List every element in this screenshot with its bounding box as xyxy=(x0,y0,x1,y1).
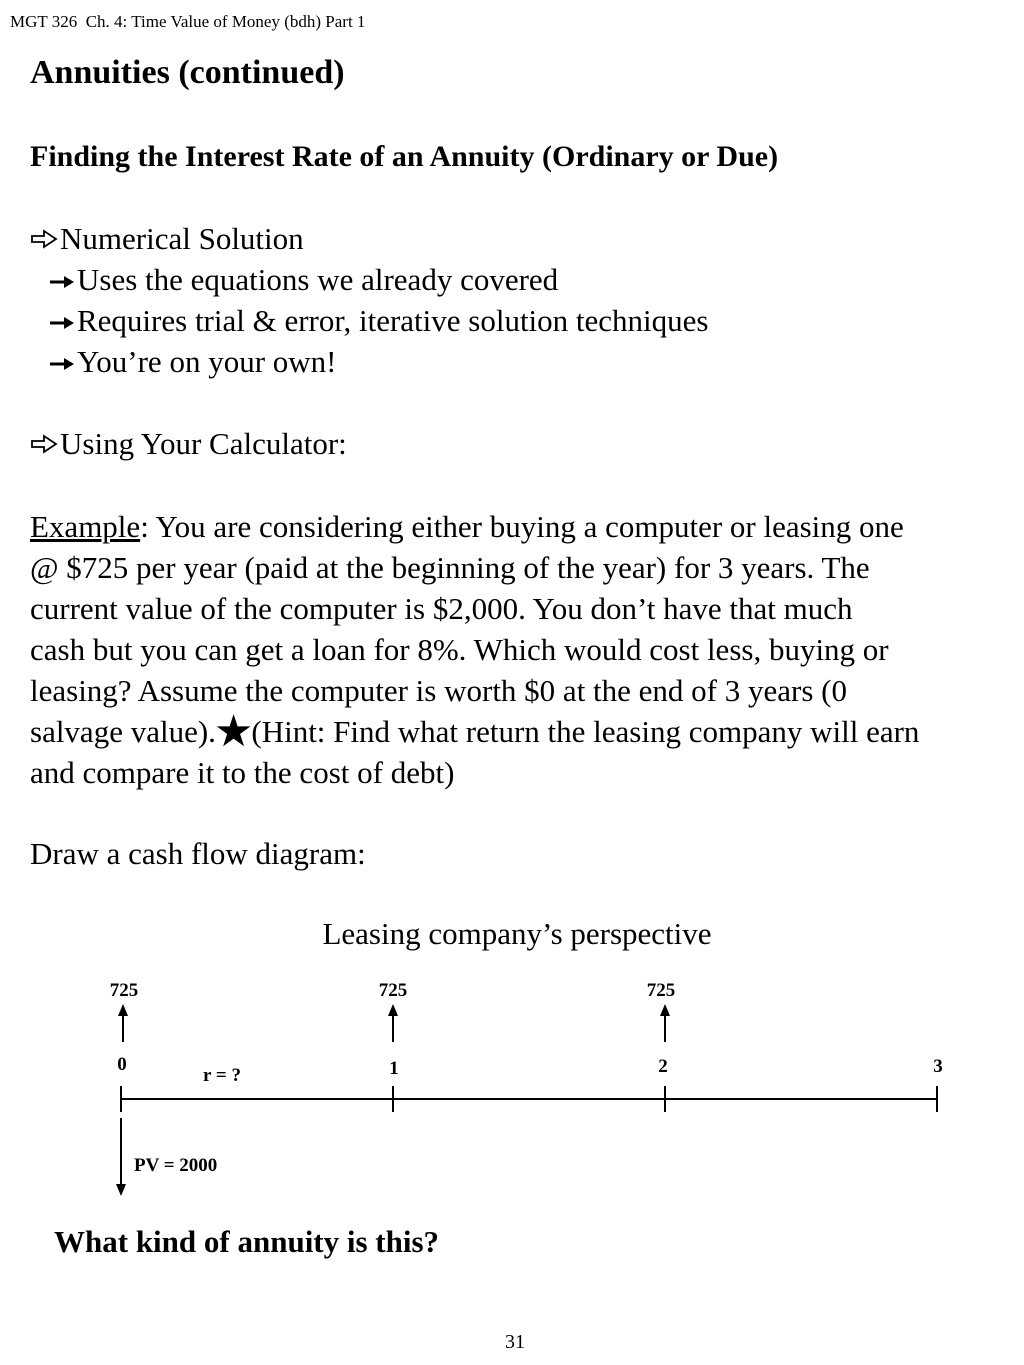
example-line: cash but you can get a loan for 8%. Which would cost less, buying or xyxy=(30,632,889,667)
slide-header: MGT 326 Ch. 4: Time Value of Money (bdh) Part 1 xyxy=(10,12,366,31)
calculator-heading xyxy=(30,425,347,466)
bullet-item xyxy=(48,343,336,384)
rate-label: r = ? xyxy=(203,1065,241,1086)
period-label: 3 xyxy=(933,1056,943,1077)
inflow-label: 725 xyxy=(646,980,676,1001)
example-line: Example: You are considering either buying a computer or leasing one xyxy=(30,509,904,544)
arrow-right-icon xyxy=(48,261,77,299)
cash-flow-diagram xyxy=(0,970,1024,1210)
example-line: and compare it to the cost of debt) xyxy=(30,755,455,790)
numerical-solution-heading xyxy=(30,220,304,261)
period-label: 2 xyxy=(658,1056,668,1077)
example-line: salvage value).★(Hint: Find what return the leasing company will earn xyxy=(30,707,920,756)
page-title: Annuities (continued) xyxy=(30,54,345,91)
example-line: current value of the computer is $2,000. You don’t have that much xyxy=(30,591,853,626)
draw-prompt: Draw a cash flow diagram: xyxy=(30,836,366,871)
arrow-right-icon xyxy=(48,302,77,340)
bullet-item xyxy=(48,261,558,302)
period-label: 1 xyxy=(389,1058,399,1079)
inflow-arrow xyxy=(118,1004,128,1042)
outflow-arrow xyxy=(116,1118,126,1196)
bullet-text: You’re on your own! xyxy=(77,344,337,379)
pv-label: PV = 2000 xyxy=(134,1155,218,1176)
inflow-label: 725 xyxy=(378,980,408,1001)
inflow-arrow xyxy=(660,1004,670,1042)
page-number: 31 xyxy=(505,1331,525,1353)
hollow-arrow-icon xyxy=(30,220,60,258)
hollow-arrow-icon xyxy=(30,425,60,463)
bullet-item xyxy=(48,302,709,343)
question-text: What kind of annuity is this? xyxy=(54,1224,440,1259)
example-label: Example xyxy=(30,509,141,544)
example-paragraph xyxy=(30,506,1015,793)
arrow-right-icon xyxy=(48,343,77,381)
inflow-label: 725 xyxy=(109,980,139,1001)
period-label: 0 xyxy=(117,1054,127,1075)
star-icon: ★ xyxy=(213,707,254,756)
bullet-text: Requires trial & error, iterative solution techniques xyxy=(77,303,709,338)
diagram-title: Leasing company’s perspective xyxy=(322,916,712,951)
numerical-solution-label: Numerical Solution xyxy=(60,221,304,256)
bullet-text: Uses the equations we already covered xyxy=(77,262,559,297)
section-subtitle: Finding the Interest Rate of an Annuity (Ordinary or Due) xyxy=(30,140,779,173)
inflow-arrow xyxy=(388,1004,398,1042)
example-line: @ $725 per year (paid at the beginning of the year) for 3 years. The xyxy=(30,550,870,585)
calculator-label: Using Your Calculator: xyxy=(60,426,347,461)
example-line: leasing? Assume the computer is worth $0 at the end of 3 years (0 xyxy=(30,673,847,708)
